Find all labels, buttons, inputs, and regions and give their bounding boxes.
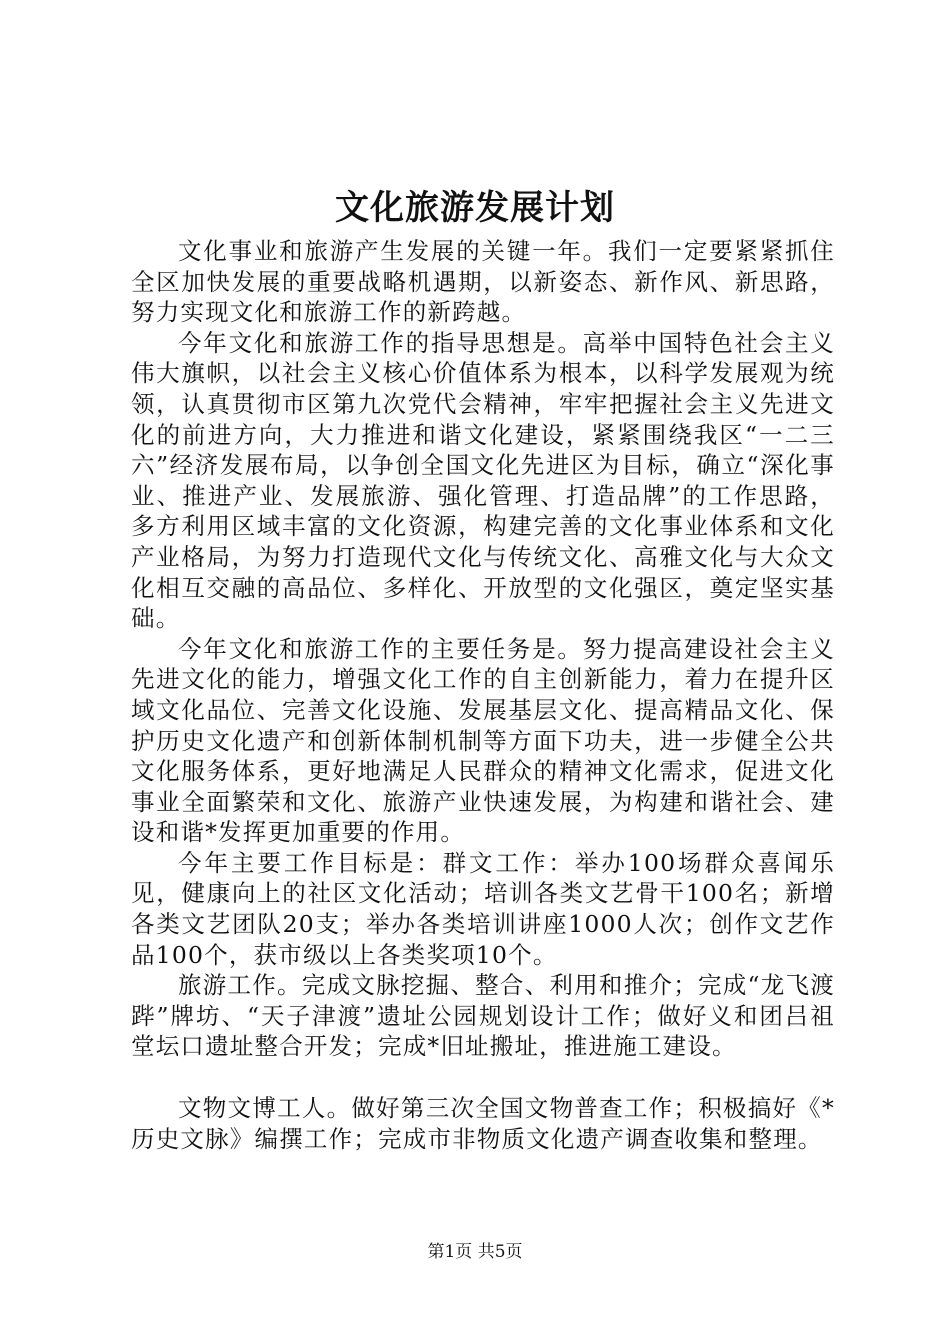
paragraph-tourism-work: 旅游工作。完成文脉挖掘、整合、利用和推介；完成“龙飞渡跸”牌坊、“天子津渡”遗址公园规划设计工作；做好义和团吕祖堂坛口遗址整合开发；完成*旧址搬址，推进施工建设。 <box>131 971 835 1061</box>
paragraph-intro: 文化事业和旅游产生发展的关键一年。我们一定要紧紧抓住全区加快发展的重要战略机遇期，以新姿态、新作风、新思路，努力实现文化和旅游工作的新跨越。 <box>131 237 835 327</box>
paragraph-cultural-relics: 文物文博工人。做好第三次全国文物普查工作；积极搞好《*历史文脉》编撰工作；完成市非物质文化遗产调查收集和整理。 <box>131 1094 835 1153</box>
paragraph-spacer <box>131 1062 835 1093</box>
paragraph-main-tasks: 今年文化和旅游工作的主要任务是。努力提高建设社会主义先进文化的能力，增强文化工作的自主创新能力，着力在提升区域文化品位、完善文化设施、发展基层文化、提高精品文化、保护历史文化遗产和创新体制机制等方面下功夫，进一步健全公共文化服务体系，更好地满足人民群众的精神文化需求，促进文化事业全面繁荣和文化、旅游产业快速发展，为构建和谐社会、建设和谐*发挥更加重要的作用。 <box>131 634 835 847</box>
document-title: 文化旅游发展计划 <box>335 188 615 228</box>
paragraph-guiding-ideology: 今年文化和旅游工作的指导思想是。高举中国特色社会主义伟大旗帜，以社会主义核心价值体系为根本，以科学发展观为统领，认真贯彻市区第九次党代会精神，牢牢把握社会主义先进文化的前进方向，大力推进和谐文化建设，紧紧围绕我区“一二三六”经济发展布局，以争创全国文化先进区为目标，确立“深化事业、推进产业、发展旅游、强化管理、打造品牌”的工作思路，多方利用区域丰富的文化资源，构建完善的文化事业体系和文化产业格局，为努力打造现代文化与传统文化、高雅文化与大众文化相互交融的高品位、多样化、开放型的文化强区，奠定坚实基础。 <box>131 328 835 633</box>
page-footer: 第1页 共5页 <box>427 1242 523 1262</box>
paragraph-work-targets: 今年主要工作目标是：群文工作：举办100场群众喜闻乐见，健康向上的社区文化活动；培训各类文艺骨干100名；新增各类文艺团队20支；举办各类培训讲座1000人次；创作文艺作品100个，获市级以上各类奖项10个。 <box>131 848 835 969</box>
document-body <box>131 236 835 1154</box>
